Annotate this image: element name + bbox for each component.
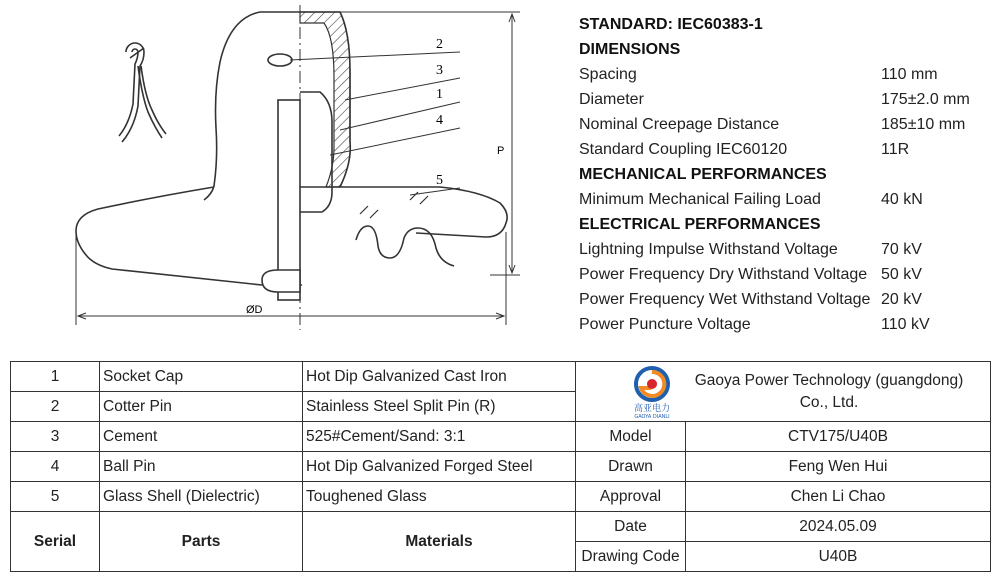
table-row (11, 482, 991, 512)
part-cell: Ball Pin (100, 452, 303, 482)
spec-label: Power Frequency Wet Withstand Voltage (579, 291, 871, 308)
serial-cell: 2 (11, 392, 100, 422)
serial-header: Serial (11, 512, 100, 572)
dimensions-heading: DIMENSIONS (579, 41, 681, 58)
spec-label: Spacing (579, 66, 637, 83)
spec-label: Standard Coupling IEC60120 (579, 141, 788, 158)
title-field-label: Approval (576, 482, 686, 512)
leader-label-1: 1 (436, 87, 443, 102)
company-logo-icon (630, 364, 674, 420)
bill-of-materials-table (10, 361, 991, 572)
part-cell: Cotter Pin (100, 392, 303, 422)
spec-value: 40 kN (881, 191, 923, 208)
company-name-line1: Gaoya Power Technology (guangdong) (694, 372, 964, 389)
materials-header: Materials (303, 512, 576, 572)
leader-label-2: 2 (436, 37, 443, 52)
leader-label-5: 5 (436, 173, 443, 188)
title-field-label: Model (576, 422, 686, 452)
spec-value: 185±10 mm (881, 116, 966, 133)
logo-text-en: GAOYA DIANLI (634, 414, 670, 420)
serial-cell: 5 (11, 482, 100, 512)
table-row (11, 422, 991, 452)
dimension-p-label: P (497, 145, 505, 157)
spec-label: Lightning Impulse Withstand Voltage (579, 241, 838, 258)
dimension-d-label: ØD (246, 304, 263, 316)
spec-label: Nominal Creepage Distance (579, 116, 780, 133)
material-cell: Stainless Steel Split Pin (R) (303, 392, 576, 422)
cap-section-hatch (300, 12, 350, 187)
title-field-label: Drawing Code (576, 542, 686, 572)
leader-label-4: 4 (436, 113, 443, 128)
title-field-value: CTV175/U40B (686, 422, 991, 452)
mechanical-heading: MECHANICAL PERFORMANCES (579, 166, 827, 183)
table-row (11, 452, 991, 482)
material-cell: 525#Cement/Sand: 3:1 (303, 422, 576, 452)
serial-cell: 3 (11, 422, 100, 452)
spec-value: 20 kV (881, 291, 922, 308)
part-cell: Cement (100, 422, 303, 452)
logo-text-cn: 高亚电力 (633, 404, 671, 414)
title-field-label: Drawn (576, 452, 686, 482)
leader-label-3: 3 (436, 63, 443, 78)
spec-label: Power Frequency Dry Withstand Voltage (579, 266, 868, 283)
serial-cell: 4 (11, 452, 100, 482)
title-field-value: U40B (686, 542, 991, 572)
spec-value: 110 kV (881, 316, 930, 333)
spec-value: 11R (881, 141, 910, 158)
title-field-value: 2024.05.09 (686, 512, 991, 542)
table-row (11, 512, 991, 542)
spec-value: 175±2.0 mm (881, 91, 970, 108)
part-leaders (290, 52, 460, 195)
spec-value: 110 mm (881, 66, 938, 83)
spec-label: Minimum Mechanical Failing Load (579, 191, 821, 208)
company-name (674, 370, 984, 414)
material-cell: Hot Dip Galvanized Cast Iron (303, 362, 576, 392)
standard-heading: STANDARD: IEC60383-1 (579, 16, 763, 33)
part-cell: Glass Shell (Dielectric) (100, 482, 303, 512)
table-row (11, 362, 991, 392)
glass-shell-hatch (360, 192, 428, 218)
company-title-cell (576, 362, 991, 422)
material-cell: Toughened Glass (303, 482, 576, 512)
parts-header: Parts (100, 512, 303, 572)
serial-cell: 1 (11, 362, 100, 392)
part-cell: Socket Cap (100, 362, 303, 392)
spec-label: Diameter (579, 91, 644, 108)
spec-value: 70 kV (881, 241, 922, 258)
electrical-heading: ELECTRICAL PERFORMANCES (579, 216, 821, 233)
spec-value: 50 kV (881, 266, 922, 283)
cotter-pin-detail (119, 43, 166, 142)
material-cell: Hot Dip Galvanized Forged Steel (303, 452, 576, 482)
title-field-label: Date (576, 512, 686, 542)
insulator-drawing (0, 0, 560, 350)
title-field-value: Chen Li Chao (686, 482, 991, 512)
title-field-value: Feng Wen Hui (686, 452, 991, 482)
spec-label: Power Puncture Voltage (579, 316, 751, 333)
company-name-line2: Co., Ltd. (799, 394, 859, 411)
insulator-outline (76, 5, 507, 330)
